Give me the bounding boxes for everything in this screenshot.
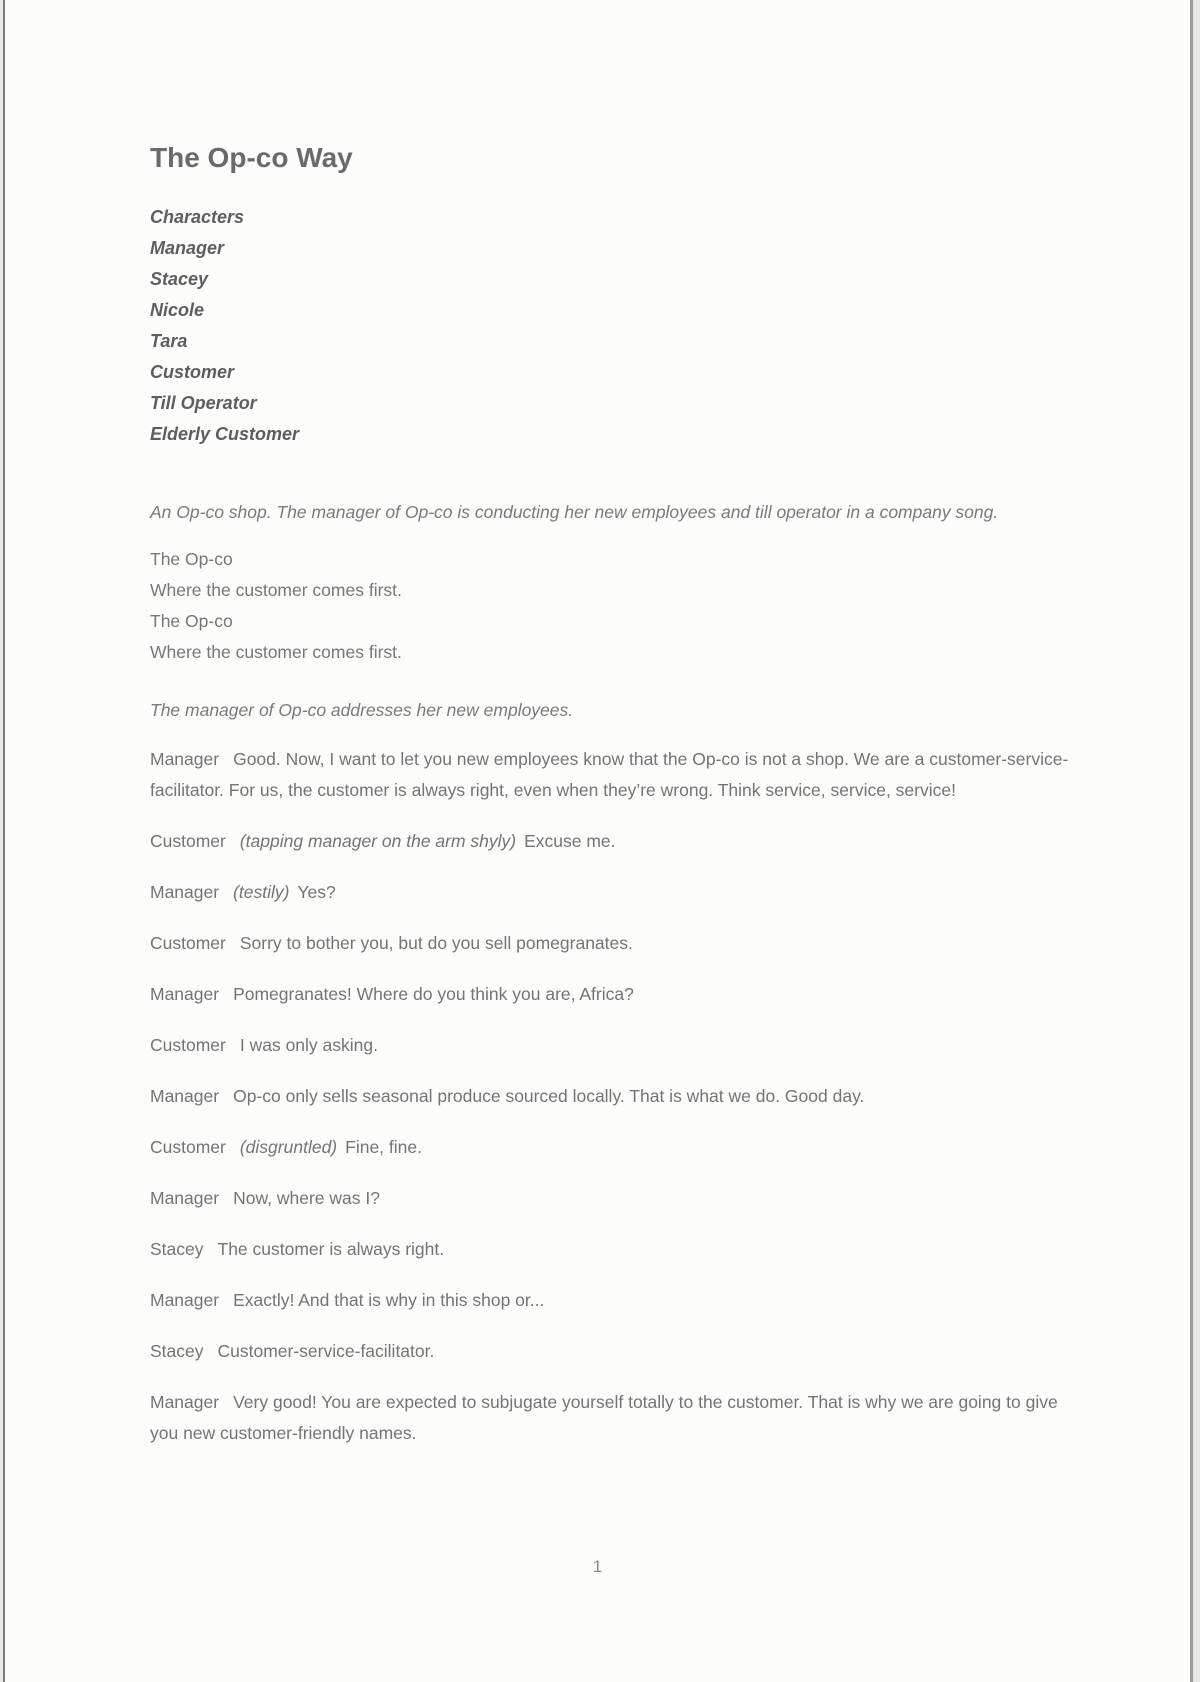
dialogue-line <box>150 1132 1070 1163</box>
dialogue-line <box>150 744 1070 806</box>
company-song <box>150 544 1070 668</box>
dialogue-text: I was only asking. <box>239 1035 378 1055</box>
page-title: The Op-co Way <box>150 142 353 173</box>
dialogue-text: Yes? <box>297 882 336 902</box>
dialogue-line <box>150 928 1070 959</box>
dialogue-text: Customer-service-facilitator. <box>217 1341 435 1361</box>
character-item: Nicole <box>150 300 205 320</box>
song-line: The Op-co <box>150 549 233 569</box>
page-number: 1 <box>592 1557 603 1576</box>
dialogue-text: Fine, fine. <box>345 1137 422 1157</box>
speaker-name: Customer <box>150 1137 226 1157</box>
dialogue-line <box>150 979 1070 1010</box>
dialogue-line <box>150 826 1070 857</box>
script-body <box>150 138 1070 1449</box>
speaker-name: Manager <box>150 1086 220 1106</box>
character-item: Till Operator <box>150 393 257 413</box>
character-item: Stacey <box>150 269 209 289</box>
character-item: Elderly Customer <box>150 424 300 444</box>
dialogue-text: Good. Now, I want to let you new employees know that the Op-co is not a shop. We are a customer-service-facilitator. For us, the customer is always right, even when they’re wrong. Think service, service, service! <box>150 749 1069 800</box>
speaker-name: Stacey <box>150 1239 204 1259</box>
dialogue-text: Now, where was I? <box>233 1188 380 1208</box>
speaker-name: Customer <box>150 831 226 851</box>
character-heading: Characters <box>150 207 245 227</box>
dialogue-text: Exactly! And that is why in this shop or... <box>233 1290 545 1310</box>
speaker-name: Stacey <box>150 1341 204 1361</box>
dialogue <box>150 744 1070 1449</box>
speaker-name: Manager <box>150 882 220 902</box>
dialogue-line <box>150 1183 1070 1214</box>
song-line: Where the customer comes first. <box>150 642 402 662</box>
stage-parenthetical: (tapping manager on the arm shyly) <box>239 831 517 851</box>
dialogue-text: Very good! You are expected to subjugate yourself totally to the customer. That is why we are going to give you new customer-friendly names. <box>150 1392 1058 1443</box>
dialogue-text: Sorry to bother you, but do you sell pomegranates. <box>239 933 633 953</box>
song-line: Where the customer comes first. <box>150 580 402 600</box>
dialogue-line <box>150 1030 1070 1061</box>
dialogue-text: The customer is always right. <box>217 1239 445 1259</box>
stage-parenthetical: (testily) <box>233 882 290 902</box>
speaker-name: Manager <box>150 1188 220 1208</box>
stage-parenthetical: (disgruntled) <box>239 1137 338 1157</box>
dialogue-text: Excuse me. <box>524 831 616 851</box>
dialogue-line <box>150 1234 1070 1265</box>
character-list <box>150 202 1070 450</box>
dialogue-line <box>150 1285 1070 1316</box>
speaker-name: Customer <box>150 933 226 953</box>
character-item: Customer <box>150 362 235 382</box>
speaker-name: Manager <box>150 749 220 769</box>
dialogue-text: Pomegranates! Where do you think you are, Africa? <box>233 984 634 1004</box>
speaker-name: Manager <box>150 1392 220 1412</box>
dialogue-line <box>150 1336 1070 1367</box>
dialogue-line <box>150 1081 1070 1112</box>
dialogue-line <box>150 1387 1070 1449</box>
dialogue-line <box>150 877 1070 908</box>
stage-direction: An Op-co shop. The manager of Op-co is conducting her new employees and till operator in a company song. <box>150 502 999 522</box>
song-line: The Op-co <box>150 611 233 631</box>
speaker-name: Manager <box>150 1290 220 1310</box>
character-item: Tara <box>150 331 188 351</box>
character-item: Manager <box>150 238 225 258</box>
dialogue-text: Op-co only sells seasonal produce sourced locally. That is what we do. Good day. <box>233 1086 865 1106</box>
stage-direction: The manager of Op-co addresses her new employees. <box>150 700 574 720</box>
document-page <box>3 0 1193 1682</box>
speaker-name: Manager <box>150 984 220 1004</box>
speaker-name: Customer <box>150 1035 226 1055</box>
